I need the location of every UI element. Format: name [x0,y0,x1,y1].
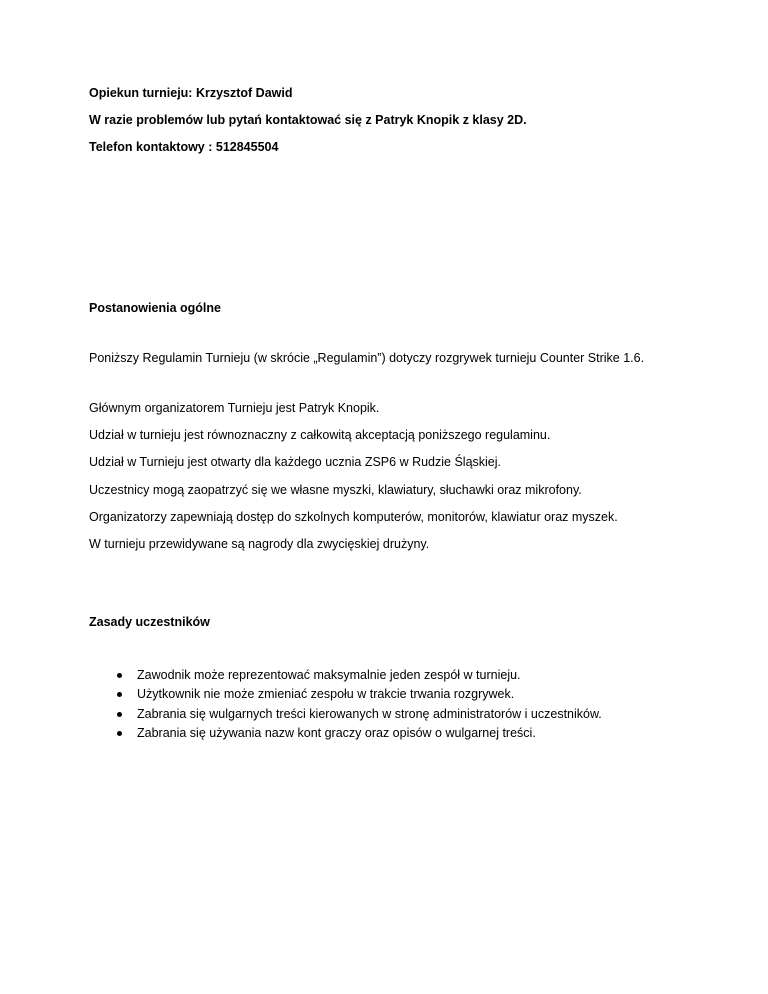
general-line: Udział w turnieju jest równoznaczny z całkowitą akceptacją poniższego regulaminu. [89,428,551,442]
rule-text: Użytkownik nie może zmieniać zespołu w trakcie trwania rozgrywek. [137,687,515,702]
bullet-icon [117,673,122,678]
rule-text: Zawodnik może reprezentować maksymalnie jeden zespół w turnieju. [137,668,521,682]
contact-phone: Telefon kontaktowy : 512845504 [89,140,279,154]
general-provisions-heading: Postanowienia ogólne [89,301,221,315]
general-line: Uczestnicy mogą zaopatrzyć się we własne myszki, klawiatury, słuchawki oraz mikrofony. [89,483,582,497]
general-line: Głównym organizatorem Turnieju jest Patryk Knopik. [89,401,380,415]
general-line: Udział w Turnieju jest otwarty dla każdego ucznia ZSP6 w Rudzie Śląskiej. [89,455,501,469]
general-line: Organizatorzy zapewniają dostęp do szkolnych komputerów, monitorów, klawiatur oraz myszek. [89,510,618,524]
rule-text: Zabrania się używania nazw kont graczy oraz opisów o wulgarnej treści. [137,725,536,740]
rule-text: Zabrania się wulgarnych treści kierowanych w stronę administratorów i uczestników. [137,706,602,721]
bullet-icon [117,692,122,697]
general-line: W turnieju przewidywane są nagrody dla zwycięskiej drużyny. [89,537,430,551]
participant-rules-heading: Zasady uczestników [89,615,210,629]
tournament-supervisor: Opiekun turnieju: Krzysztof Dawid [89,86,293,100]
bullet-icon [117,712,122,717]
contact-note: W razie problemów lub pytań kontaktować się z Patryk Knopik z klasy 2D. [89,113,527,127]
bullet-icon [117,731,122,736]
regulation-intro: Poniższy Regulamin Turnieju (w skrócie „Regulamin”) dotyczy rozgrywek turnieju Counter Strike 1.6. [89,351,645,365]
